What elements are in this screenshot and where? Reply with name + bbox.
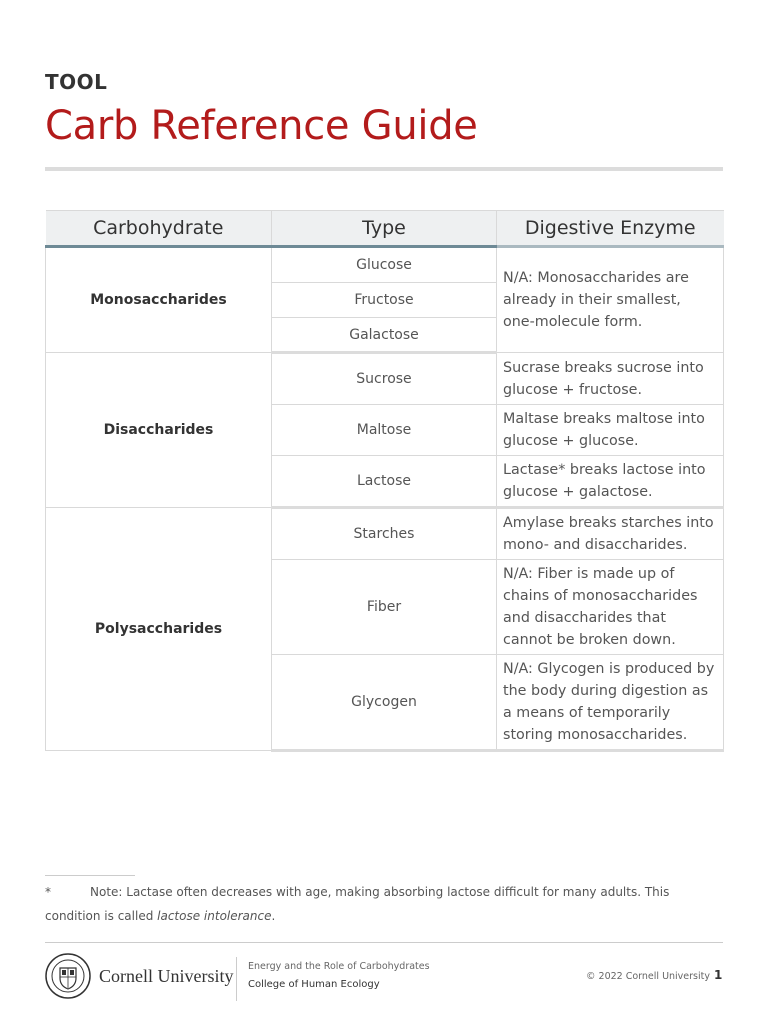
- footer-vertical-divider: [236, 957, 237, 1001]
- footnote-end: .: [271, 909, 276, 923]
- enzyme-cell: Sucrase breaks sucrose into glucose + fructose.: [497, 353, 724, 405]
- table-row: [46, 247, 724, 283]
- page-title: Carb Reference Guide: [45, 103, 478, 149]
- enzyme-cell: Lactase* breaks lactose into glucose + galactose.: [497, 456, 724, 508]
- table-row: [46, 353, 724, 405]
- title-divider: [45, 167, 723, 171]
- enzyme-cell: N/A: Fiber is made up of chains of monosaccharides and disaccharides that cannot be broken down.: [497, 560, 724, 655]
- table-header-row: [46, 211, 724, 247]
- college-name: College of Human Ecology: [248, 979, 380, 990]
- eyebrow-label: TOOL: [45, 70, 108, 94]
- type-cell: Galactose: [272, 318, 497, 353]
- category-cell: Monosaccharides: [46, 247, 272, 353]
- column-header-enzyme: Digestive Enzyme: [497, 211, 724, 247]
- table-row: [46, 508, 724, 560]
- enzyme-cell: Amylase breaks starches into mono- and disaccharides.: [497, 508, 724, 560]
- type-cell: Glucose: [272, 247, 497, 283]
- copyright-text: © 2022 Cornell University: [586, 971, 710, 982]
- type-cell: Sucrose: [272, 353, 497, 405]
- footnote-text: Note: Lactase often decreases with age, making absorbing lactose difficult for many adults. This condition is called: [45, 885, 670, 923]
- cornell-seal-icon: [45, 953, 91, 999]
- column-header-type: Type: [272, 211, 497, 247]
- type-cell: Fructose: [272, 283, 497, 318]
- enzyme-cell: N/A: Monosaccharides are already in their smallest, one-molecule form.: [497, 247, 724, 353]
- type-cell: Fiber: [272, 560, 497, 655]
- type-cell: Maltose: [272, 405, 497, 456]
- type-cell: Glycogen: [272, 655, 497, 751]
- footnote-divider: [45, 875, 135, 876]
- footnote: [45, 880, 715, 928]
- enzyme-cell: N/A: Glycogen is produced by the body during digestion as a means of temporarily storing monosaccharides.: [497, 655, 724, 751]
- footer-divider: [45, 942, 723, 943]
- university-name: Cornell University: [99, 966, 234, 986]
- footnote-emphasis: lactose intolerance: [157, 909, 272, 923]
- column-header-carbohydrate: Carbohydrate: [46, 211, 272, 247]
- type-cell: Starches: [272, 508, 497, 560]
- type-cell: Lactose: [272, 456, 497, 508]
- enzyme-cell: Maltase breaks maltose into glucose + glucose.: [497, 405, 724, 456]
- category-cell: Disaccharides: [46, 353, 272, 508]
- page-number: 1: [714, 968, 723, 982]
- category-cell: Polysaccharides: [46, 508, 272, 751]
- document-title: Energy and the Role of Carbohydrates: [248, 961, 430, 972]
- carb-reference-table: [45, 210, 724, 752]
- footnote-mark: *: [45, 885, 51, 899]
